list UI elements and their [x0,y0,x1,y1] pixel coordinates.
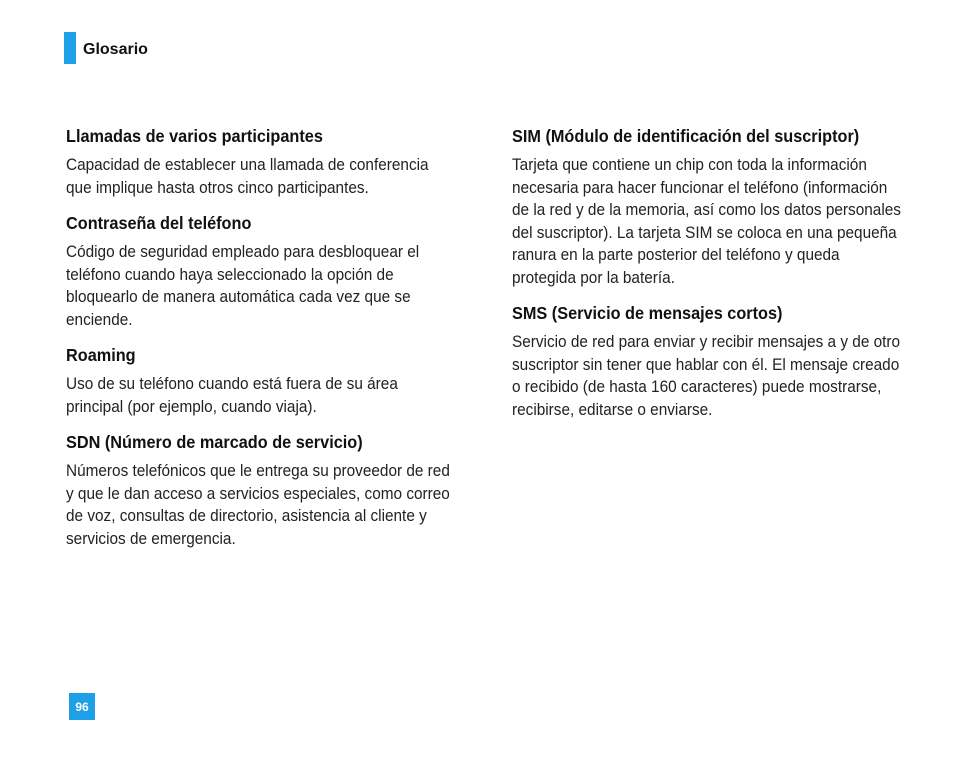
glossary-definition: Código de seguridad empleado para desbloquear el teléfono cuando haya seleccionado la opción de bloquearlo de manera automática cada vez que se enciende. [66,243,420,329]
glossary-definition: Tarjeta que contiene un chip con toda la información necesaria para hacer funcionar el teléfono (información de la red y de la memoria, así como los datos personales del suscriptor). La tarjeta SIM se coloca en una pequeña ranura en la parte posterior del teléfono y queda protegida por la batería. [512,156,901,287]
glossary-left-column [66,124,458,562]
glossary-term: Contraseña del teléfono [66,213,252,233]
glossary-term: Llamadas de varios participantes [66,126,323,146]
glossary-entry [66,343,458,418]
section-marker-bar [64,32,76,64]
glossary-term: SMS (Servicio de mensajes cortos) [512,303,783,323]
section-title: Glosario [83,41,148,58]
glossary-definition: Capacidad de establecer una llamada de conferencia que implique hasta otros cinco participantes. [66,156,429,197]
glossary-right-column [512,124,904,433]
page-number-badge: 96 [69,693,95,720]
glossary-definition: Uso de su teléfono cuando está fuera de su área principal (por ejemplo, cuando viaja). [66,375,398,416]
glossary-definition: Números telefónicos que le entrega su proveedor de red y que le dan acceso a servicios especiales, como correo de voz, consultas de directorio, asistencia al cliente y servicios de emergencia. [66,462,450,548]
glossary-term: SDN (Número de marcado de servicio) [66,432,363,452]
glossary-entry [66,430,458,550]
glossary-entry [66,211,458,331]
glossary-term: Roaming [66,345,136,365]
glossary-definition: Servicio de red para enviar y recibir mensajes a y de otro suscriptor sin tener que hablar con él. El mensaje creado o recibido (de hasta 160 caracteres) puede mostrarse, recibirse, editarse o enviarse. [512,333,901,419]
glossary-entry [512,301,904,421]
glossary-entry [512,124,904,289]
glossary-term: SIM (Módulo de identificación del suscriptor) [512,126,860,146]
glossary-entry [66,124,458,199]
